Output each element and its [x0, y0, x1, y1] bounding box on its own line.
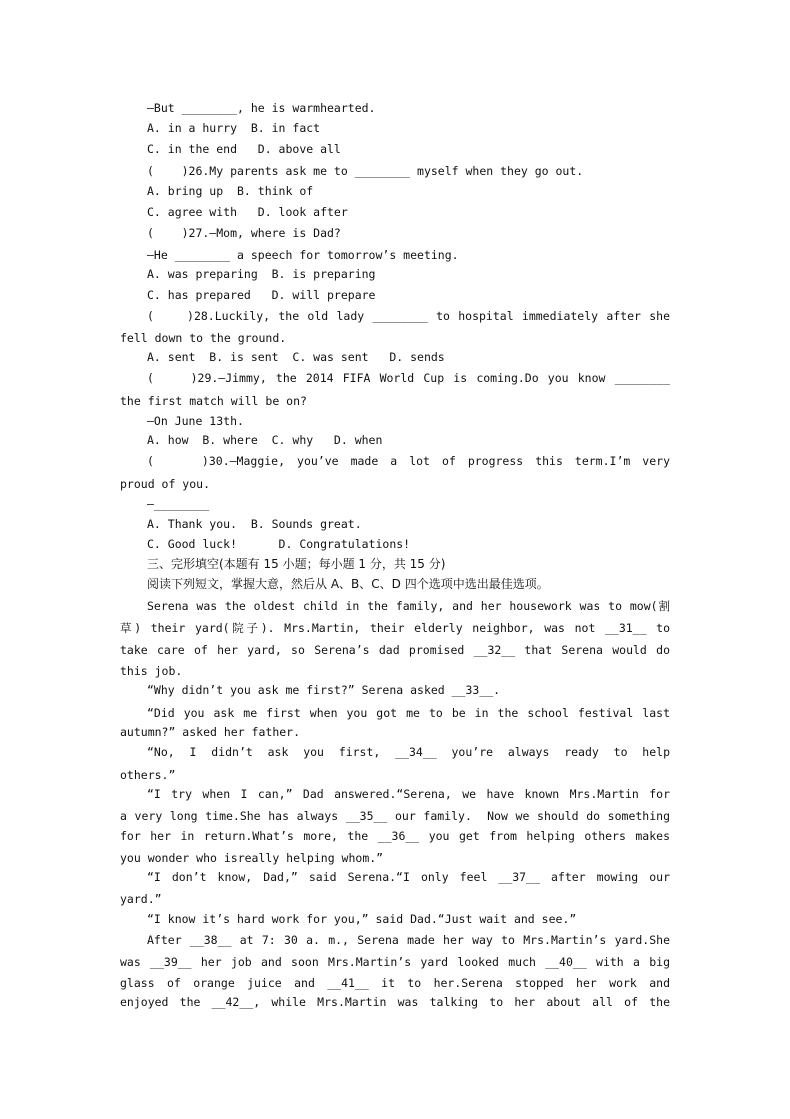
passage-line: for her in return.What’s more, the __36__ you get from helping others makes — [120, 829, 670, 843]
passage-line: “Why didn’t you ask me first?” Serena asked __33__. — [147, 683, 501, 697]
passage-line: “I try when I can,” Dad answered.“Serena, we have known Mrs.Martin for — [147, 787, 670, 801]
question-27-options-cd: C. has prepared D. will prepare — [147, 288, 376, 302]
question-30-blank: —________ — [147, 497, 210, 511]
passage-line: you wonder who isreally helping whom.” — [120, 851, 384, 865]
question-28-cont: fell down to the ground. — [120, 331, 287, 345]
passage-line: glass of orange juice and __41__ it to her.Serena stopped her work and — [120, 976, 670, 990]
passage-line: a very long time.She has always __35__ our family. Now we should do something — [120, 809, 670, 823]
question-29: ( )29.—Jimmy, the 2014 FIFA World Cup is coming.Do you know ________ — [147, 371, 670, 385]
question-26-options-ab: A. bring up B. think of — [147, 184, 314, 198]
question-30-options-cd: C. Good luck! D. Congratulations! — [147, 537, 411, 551]
question-25-line: —But ________, he is warmhearted. — [147, 101, 376, 115]
passage-line: this job. — [120, 664, 183, 678]
passage-line: “I know it’s hard work for you,” said Dad.“Just wait and see.” — [147, 912, 577, 926]
passage-line: “No, I didn’t ask you first, __34__ you’re always ready to help — [147, 745, 670, 759]
question-25-options-ab: A. in a hurry B. in fact — [147, 121, 321, 135]
question-29-cont: the first match will be on? — [120, 394, 307, 408]
passage-line: others.” — [120, 768, 176, 782]
passage-line: 草) their yard(院子). Mrs.Martin, their elderly neighbor, was not __31__ to — [120, 621, 670, 635]
question-29-answer: —On June 13th. — [147, 414, 244, 428]
passage-line: yard.” — [120, 892, 162, 906]
passage-line: Serena was the oldest child in the family, and her housework was to mow(割 — [147, 599, 670, 613]
question-30-cont: proud of you. — [120, 477, 211, 491]
passage-line: “Did you ask me first when you got me to be in the school festival last — [147, 706, 670, 720]
question-27: ( )27.—Mom, where is Dad? — [147, 226, 341, 240]
question-30: ( )30.—Maggie, you’ve made a lot of progress this term.I’m very — [147, 454, 670, 468]
question-26: ( )26.My parents ask me to ________ myself when they go out. — [147, 164, 584, 178]
passage-line: take care of her yard, so Serena’s dad promised __32__ that Serena would do — [120, 643, 670, 657]
question-26-options-cd: C. agree with D. look after — [147, 205, 348, 219]
question-28-options: A. sent B. is sent C. was sent D. sends — [147, 350, 445, 364]
passage-line: “I don’t know, Dad,” said Serena.“I only feel __37__ after mowing our — [147, 870, 670, 884]
question-29-options: A. how B. where C. why D. when — [147, 433, 383, 447]
section-heading: 三、完形填空(本题有 15 小题；每小题 1 分，共 15 分) — [147, 557, 446, 571]
question-27-options-ab: A. was preparing B. is preparing — [147, 267, 376, 281]
section-instruction: 阅读下列短文，掌握大意，然后从 A、B、C、D 四个选项中选出最佳选项。 — [147, 577, 549, 591]
question-28: ( )28.Luckily, the old lady ________ to hospital immediately after she — [147, 309, 670, 323]
passage-line: enjoyed the __42__, while Mrs.Martin was talking to her about all of the — [120, 995, 670, 1009]
passage-line: was __39__ her job and soon Mrs.Martin’s yard looked much __40__ with a big — [120, 955, 670, 969]
passage-line: autumn?” asked her father. — [120, 725, 301, 739]
passage-line: After __38__ at 7: 30 a. m., Serena made her way to Mrs.Martin’s yard.She — [147, 933, 670, 947]
question-25-options-cd: C. in the end D. above all — [147, 142, 341, 156]
question-30-options-ab: A. Thank you. B. Sounds great. — [147, 517, 362, 531]
question-27-line2: —He ________ a speech for tomorrow’s meeting. — [147, 248, 459, 262]
